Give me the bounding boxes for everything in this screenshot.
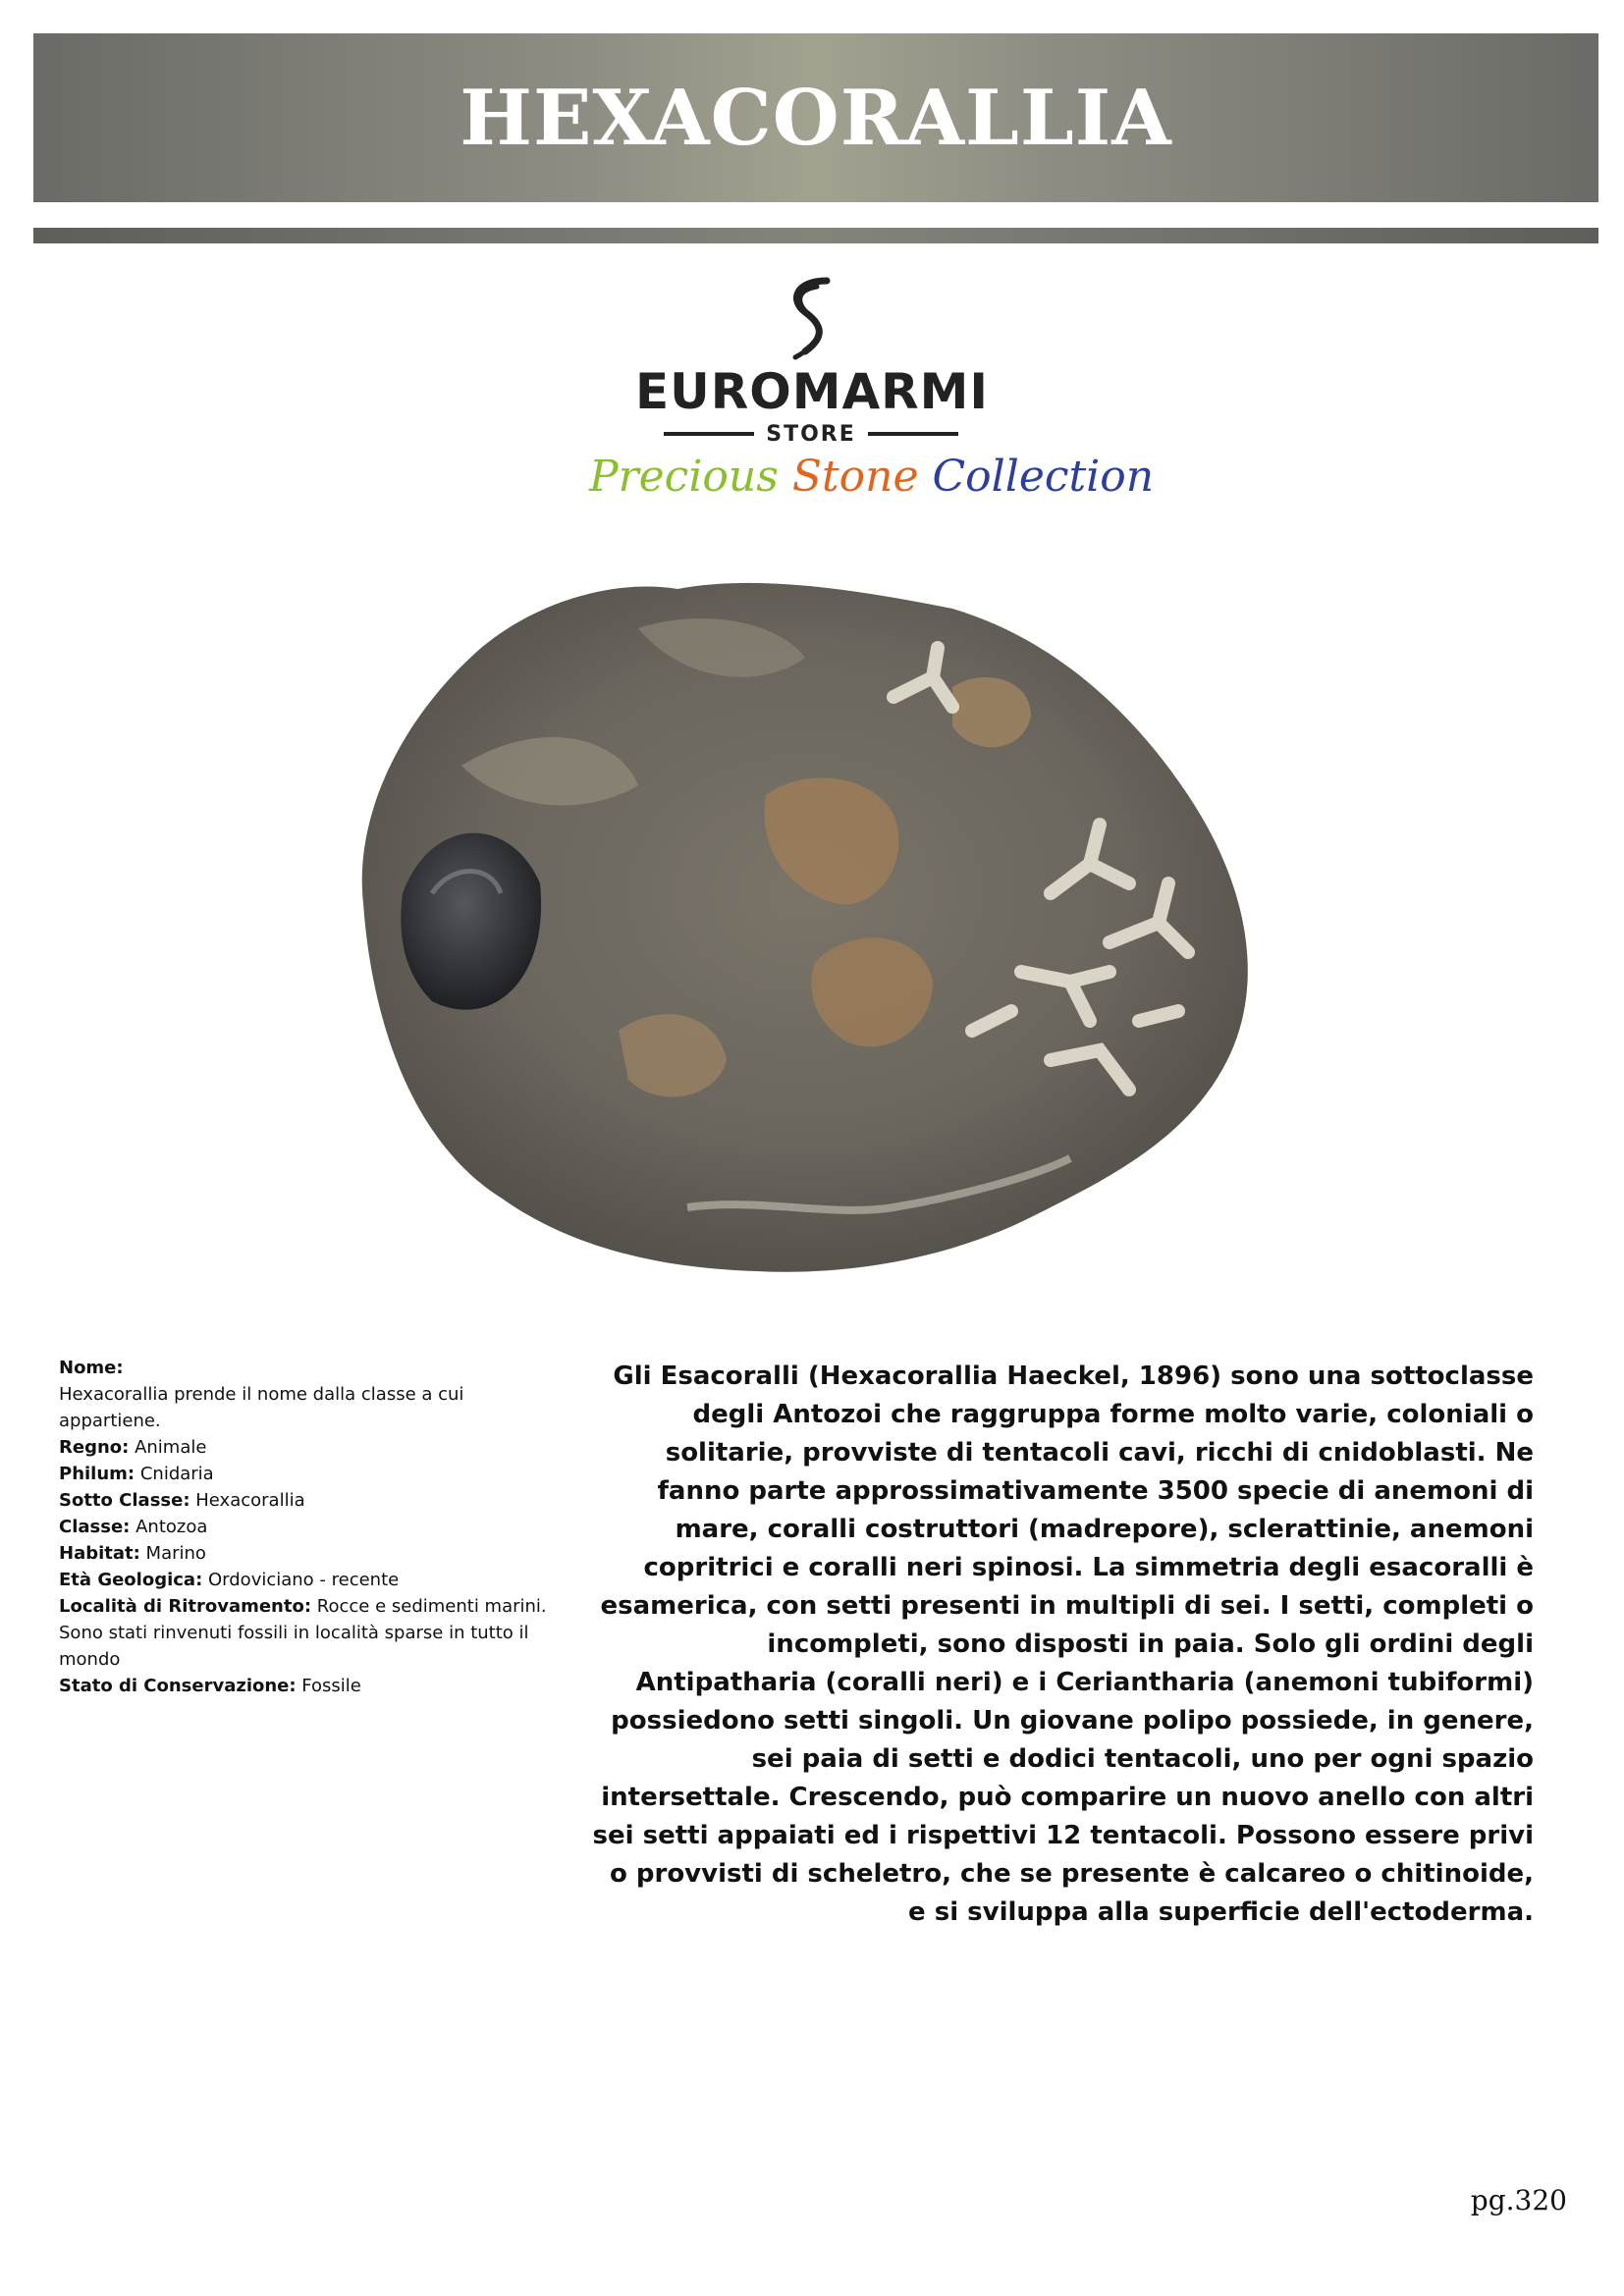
info-classe: Classe: Antozoa: [59, 1517, 208, 1537]
header-divider: [33, 228, 1598, 243]
info-eta: Età Geologica: Ordoviciano - recente: [59, 1570, 400, 1590]
info-philum: Philum: Cnidaria: [59, 1464, 214, 1484]
euromarmi-logo: [589, 265, 1155, 520]
collection-tagline: [589, 452, 1155, 502]
info-localita: Località di Ritrovamento: Rocce e sedimenti marini. Sono stati rinvenuti fossili in località sparse in tutto il mondo: [59, 1596, 547, 1670]
collection-word-2: Stone: [791, 452, 919, 502]
title-banner: [33, 33, 1598, 202]
store-line-left: [664, 432, 754, 436]
info-nome-label: Nome:: [59, 1358, 124, 1378]
description-paragraph: Gli Esacoralli (Hexacorallia Haeckel, 1896) sono una sottoclasse degli Antozoi che raggruppa forme molto varie, coloniali o solitarie, provviste di tentacoli cavi, ricchi di cnidoblasti. Ne fanno parte approssimativamente 3500 specie di anemoni di mare, coralli costruttori (madrepore), sclerattinie, anemoni copritrici e coralli neri spinosi. La simmetria degli esacoralli è esamerica, con setti presenti in multipli di sei. I setti, completi o incompleti, sono disposti in paia. Solo gli ordini degli Antipatharia (coralli neri) e i Ceriantharia (anemoni tubiformi) possiedono setti singoli. Un giovane polipo possiede, in genere, sei paia di setti e dodici tentacoli, uno per ogni spazio intersettale. Crescendo, può comparire un nuovo anello con altri sei setti appaiati ed i rispettivi 12 tentacoli. Possono essere privi o provvisti di scheletro, che se presente è calcareo o chitinoide, e si sviluppa alla superficie dell'ectoderma.: [592, 1362, 1534, 1927]
store-label: STORE: [766, 421, 856, 447]
info-stato: Stato di Conservazione: Fossile: [59, 1676, 361, 1696]
collection-word-1: Precious: [589, 452, 779, 502]
info-habitat: Habitat: Marino: [59, 1543, 206, 1564]
collection-word-3: Collection: [932, 452, 1155, 502]
specimen-info: [59, 1355, 569, 1699]
s-mark-icon: [766, 275, 858, 363]
fossil-rock-icon: [344, 569, 1276, 1286]
info-sottoclasse: Sotto Classe: Hexacorallia: [59, 1490, 305, 1511]
info-nome-value: Hexacorallia prende il nome dalla classe a cui appartiene.: [59, 1384, 464, 1431]
info-regno: Regno: Animale: [59, 1437, 207, 1458]
page-number: pg.320: [1470, 2184, 1567, 2216]
fossil-rock-image: [344, 569, 1276, 1286]
store-line-right: [868, 432, 958, 436]
page-title: HEXACORALLIA: [460, 73, 1172, 163]
store-row: [664, 420, 958, 448]
brand-name: EUROMARMI: [634, 363, 990, 420]
